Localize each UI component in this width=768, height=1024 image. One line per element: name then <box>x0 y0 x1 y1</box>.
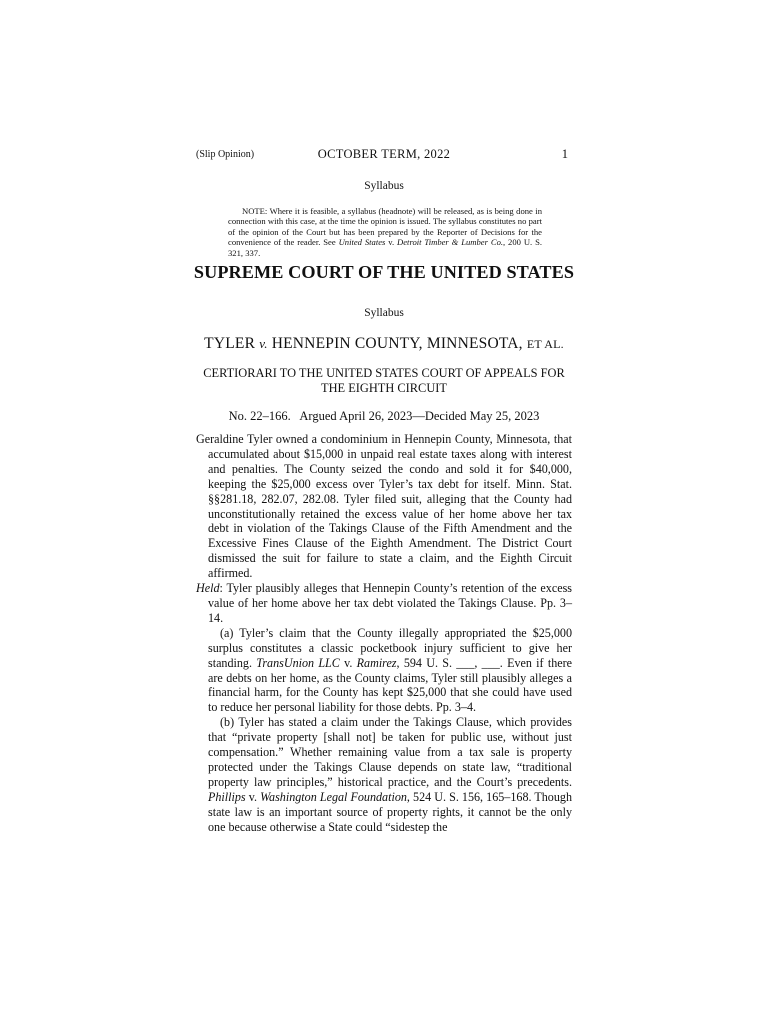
court-name: SUPREME COURT OF THE UNITED STATES <box>193 262 575 282</box>
running-head <box>196 147 572 165</box>
docket-line: No. 22–166. Argued April 26, 2023—Decided May 25, 2023 <box>228 409 540 423</box>
term-label: OCTOBER TERM, 2022 <box>317 147 451 161</box>
case-title: TYLER v. HENNEPIN COUNTY, MINNESOTA, ET AL. <box>204 335 564 352</box>
syllabus-heading-top: Syllabus <box>364 180 404 192</box>
paragraph-a: (a) Tyler’s claim that the County illegally appropriated the $25,000 surplus constitutes a classic pocketbook injury sufficient to give her standing. TransUnion LLC v. Ramirez, 594 U. S. ___, ___. Even if there are debts on her home, as the County claims, Tyler still plausibly alleges a financial harm, for the County has kept $25,000 that she could have used to reduce her personal liability for those debts. Pp. 3–4. <box>208 625 572 715</box>
syllabus-heading: Syllabus <box>364 307 404 319</box>
certiorari-line: CERTIORARI TO THE UNITED STATES COURT OF APPEALS FOR THE EIGHTH CIRCUIT <box>203 366 565 395</box>
paragraph-b: (b) Tyler has stated a claim under the Takings Clause, which provides that “private property [shall not] be taken for public use, without just compensation.” Whether remaining value from a tax sale is property protected under the Takings Clause depends on state law, “traditional property law principles,” historical practice, and the Court’s precedents. Phillips v. Washington Legal Foundation, 524 U. S. 156, 165–168. Though state law is an important source of property rights, it cannot be the only one because otherwise a State could “sidestep the <box>208 715 572 834</box>
syllabus-note: NOTE: Where it is feasible, a syllabus (headnote) will be released, as is being done in connection with this case, at the time the opinion is issued. The syllabus constitutes no part of the opinion of the Court but has been prepared by the Reporter of Decisions for the convenience of the reader. See United States v. Detroit Timber & Lumber Co., 200 U. S. 321, 337. <box>228 206 542 258</box>
page-number: 1 <box>561 147 568 161</box>
syllabus-body <box>196 432 572 834</box>
held-paragraph: Held: Tyler plausibly alleges that Hennepin County’s retention of the excess value of her home above her tax debt violated the Takings Clause. Pp. 3–14. <box>196 581 572 625</box>
slip-opinion-label: (Slip Opinion) <box>196 149 255 160</box>
facts-paragraph: Geraldine Tyler owned a condominium in Hennepin County, Minnesota, that accumulated about $15,000 in unpaid real estate taxes along with interest and penalties. The County seized the condo and sold it for $40,000, keeping the $25,000 excess over Tyler’s tax debt for itself. Minn. Stat. §§281.18, 282.07, 282.08. Tyler filed suit, alleging that the County had unconstitutionally retained the excess value of her home above her tax debt in violation of the Takings Clause of the Fifth Amendment and the Excessive Fines Clause of the Eighth Amendment. The District Court dismissed the suit for failure to state a claim, and the Eighth Circuit affirmed. <box>196 432 572 581</box>
